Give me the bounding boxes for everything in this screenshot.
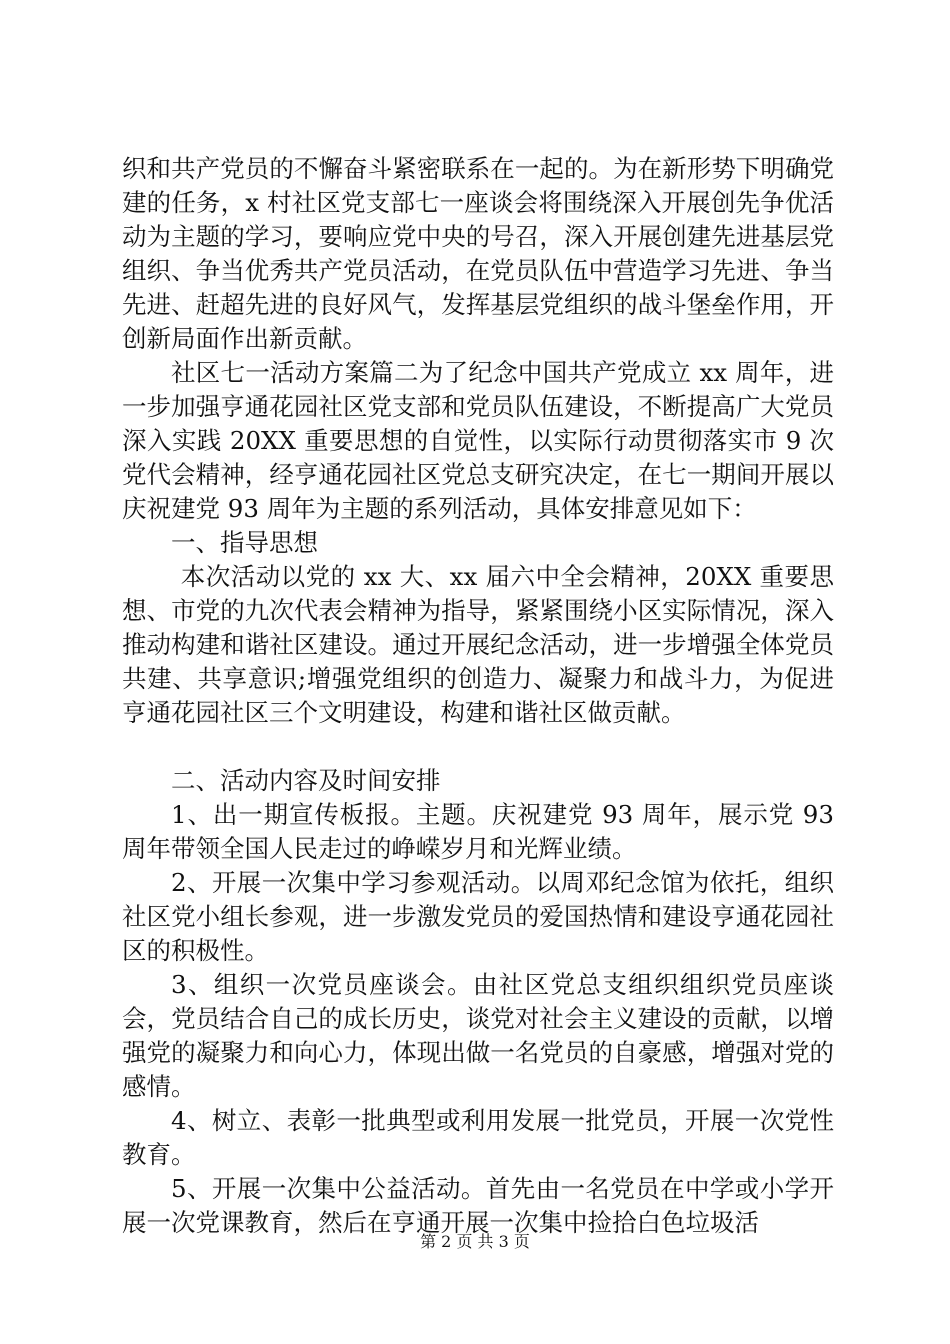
page-number-footer: 第 2 页 共 3 页 [420,1232,530,1251]
heading-guiding-thought: 一、指导思想 [171,528,318,557]
paragraph-continuation: 织和共产党员的不懈奋斗紧密联系在一起的。为在新形势下明确党建的任务，x 村社区党支部七一座谈会将围绕深入开展创先争优活动为主题的学习，要响应党中央的号召，深入开展创建先进基层党组织、争当优秀共产党员活动，在党员队伍中营造学习先进、争当先进、赶超先进的良好风气，发挥基层党组织的战斗堡垒作用，开创新局面作出新贡献。 [122,154,834,353]
list-item-3: 3、组织一次党员座谈会。由社区党总支组织组织党员座谈会，党员结合自己的成长历史，谈党对社会主义建设的贡献，以增强党的凝聚力和向心力，体现出做一名党员的自豪感，增强对党的感情。 [122,970,834,1101]
heading-activity-schedule: 二、活动内容及时间安排 [171,766,441,795]
document-body [122,152,834,1240]
paragraph-guiding-thought: 本次活动以党的 xx 大、xx 届六中全会精神，20XX 重要思想、市党的九次代表会精神为指导，紧紧围绕小区实际情况，深入推动构建和谐社区建设。通过开展纪念活动，进一步增强全体党员共建、共享意识;增强党组织的创造力、凝聚力和战斗力，为促进亨通花园社区三个文明建设，构建和谐社区做贡献。 [122,562,834,727]
list-item-2: 2、开展一次集中学习参观活动。以周邓纪念馆为依托，组织社区党小组长参观，进一步激发党员的爱国热情和建设亨通花园社区的积极性。 [122,868,834,965]
list-item-5: 5、开展一次集中公益活动。首先由一名党员在中学或小学开展一次党课教育，然后在亨通开展一次集中捡拾白色垃圾活 [122,1174,834,1237]
list-item-4: 4、树立、表彰一批典型或利用发展一批党员，开展一次党性教育。 [122,1106,834,1169]
paragraph-plan-intro: 社区七一活动方案篇二为了纪念中国共产党成立 xx 周年，进一步加强亨通花园社区党支部和党员队伍建设，不断提高广大党员深入实践 20XX 重要思想的自觉性，以实际行动贯彻落实市 9 次党代会精神，经亨通花园社区党总支研究决定，在七一期间开展以庆祝建党 93 周年为主题的系列活动，具体安排意见如下： [122,358,834,523]
list-item-1: 1、出一期宣传板报。主题。庆祝建党 93 周年，展示党 93 周年带领全国人民走过的峥嵘岁月和光辉业绩。 [122,800,834,863]
blank-line [122,730,834,764]
